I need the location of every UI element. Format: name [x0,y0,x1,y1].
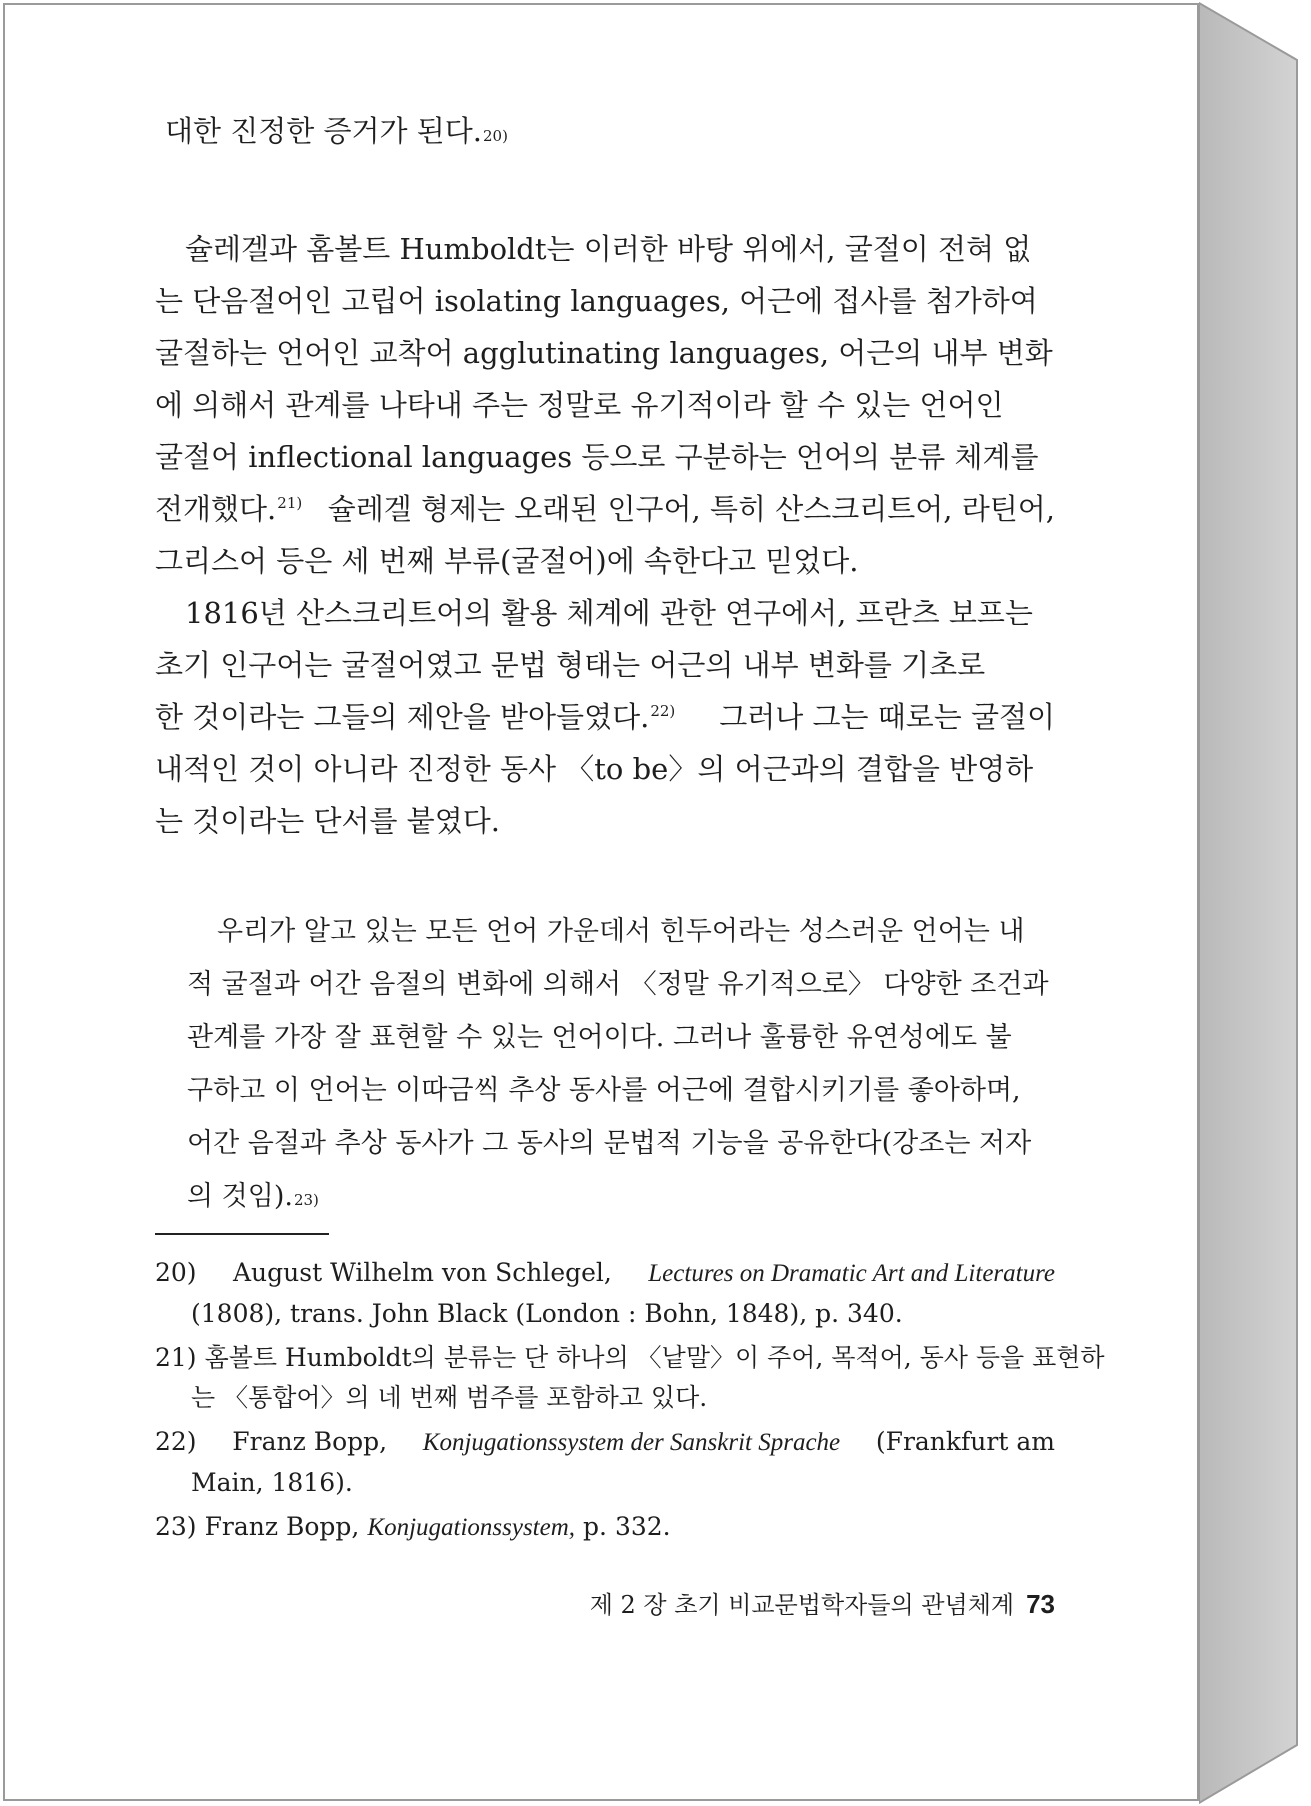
footnote-22 [155,1422,1055,1503]
text: 그러나 그는 때로는 굴절이 [719,700,1055,734]
text-line: 그리스어 등은 세 번째 부류(굴절어)에 속한다고 믿었다. [155,544,859,578]
footnote-number: 22) [155,1427,197,1456]
text-line: 관계를 가장 잘 표현할 수 있는 언어이다. 그러나 훌륭한 유연성에도 불 [187,1022,1012,1053]
footnote-number: 21) [155,1343,197,1372]
text: Franz Bopp, [232,1427,388,1456]
text: 슐레겔 형제는 오래된 인구어, 특히 산스크리트어, 라틴어, [327,492,1055,526]
text-line: 는 것이라는 단서를 붙였다. [155,804,501,838]
text: 전개했다. [155,492,277,526]
text-line: 어간 음절과 추상 동사가 그 동사의 문법적 기능을 공유한다(강조는 저자 [187,1128,1032,1159]
footnotes [155,1253,1105,1548]
text: p. 332. [583,1512,671,1541]
text-line: 는 단음절어인 고립어 isolating languages, 어근에 접사를 첨가하여 [155,284,1038,318]
text-line: 1816년 산스크리트어의 활용 체계에 관한 연구에서, 프란츠 보프는 [185,596,1033,630]
book-spine-edge [1199,0,1311,1806]
text: 한 것이라는 그들의 제안을 받아들였다. [155,700,650,734]
text-line: (1808), trans. John Black (London : Bohn, 1848), p. 340. [191,1299,903,1328]
book-title: Lectures on Dramatic Art and Literature [648,1260,1055,1287]
text-line: 대한 진정한 증거가 된다. 20) [155,105,1055,157]
footnote-ref-22: 22) [650,702,676,721]
page-number: 73 [1026,1589,1055,1619]
text: 의 것임). [187,1181,293,1212]
page-content [155,105,1105,1552]
footnote-divider [155,1233,329,1235]
text: Franz Bopp, [204,1512,360,1541]
footnote-23 [155,1507,1055,1548]
block-quote [187,905,1055,1223]
text: 홈볼트 Humboldt의 분류는 단 하나의 〈낱말〉이 주어, 목적어, 동사 등을 표현하 [204,1343,1105,1372]
text-line: 에 의해서 관계를 나타내 주는 정말로 유기적이라 할 수 있는 언어인 [155,388,1004,422]
paragraph-2 [155,587,1055,847]
book-title: Konjugationssystem der Sanskrit Sprache [422,1429,841,1456]
text: (Frankfurt am [875,1427,1055,1456]
footnote-21 [155,1338,1105,1418]
text-line: 는 〈통합어〉의 네 번째 범주를 포함하고 있다. [191,1383,708,1412]
text-line: Main, 1816). [191,1468,353,1497]
text-line: 의 것임). 23) [187,1170,1055,1223]
page-footer [575,1585,1055,1620]
book-page [3,3,1199,1801]
book-title: Konjugationssystem, [367,1514,576,1541]
text-line: 굴절어 inflectional languages 등으로 구분하는 언어의 분류 체계를 [155,440,1039,474]
footnote-ref-21: 21) [277,494,303,513]
text-line: 굴절하는 언어인 교착어 agglutinating languages, 어근의 내부 변화 [155,336,1053,370]
text-line: 우리가 알고 있는 모든 언어 가운데서 힌두어라는 성스러운 언어는 내 [217,916,1025,947]
chapter-title: 제 2 장 초기 비교문법학자들의 관념체계 [589,1591,1015,1619]
text-line: 초기 인구어는 굴절어였고 문법 형태는 어근의 내부 변화를 기초로 [155,648,986,682]
text: August Wilhelm von Schlegel, [233,1258,612,1287]
footnote-number: 20) [155,1258,197,1287]
footnote-20 [155,1253,1055,1334]
text-line [155,691,1055,743]
text-line [155,483,1055,535]
text: 대한 진정한 증거가 된다. [165,114,483,148]
text-line: 내적인 것이 아니라 진정한 동사 〈to be〉의 어근과의 결합을 반영하 [155,752,1034,786]
text-line: 적 굴절과 어간 음절의 변화에 의해서 〈정말 유기적으로〉 다양한 조건과 [187,969,1049,1000]
text-line: 구하고 이 언어는 이따금씩 추상 동사를 어근에 결합시키기를 좋아하며, [187,1075,1021,1106]
footnote-number: 23) [155,1512,197,1541]
paragraph-1 [155,223,1055,587]
text-line: 슐레겔과 홈볼트 Humboldt는 이러한 바탕 위에서, 굴절이 전혀 없 [185,232,1032,266]
